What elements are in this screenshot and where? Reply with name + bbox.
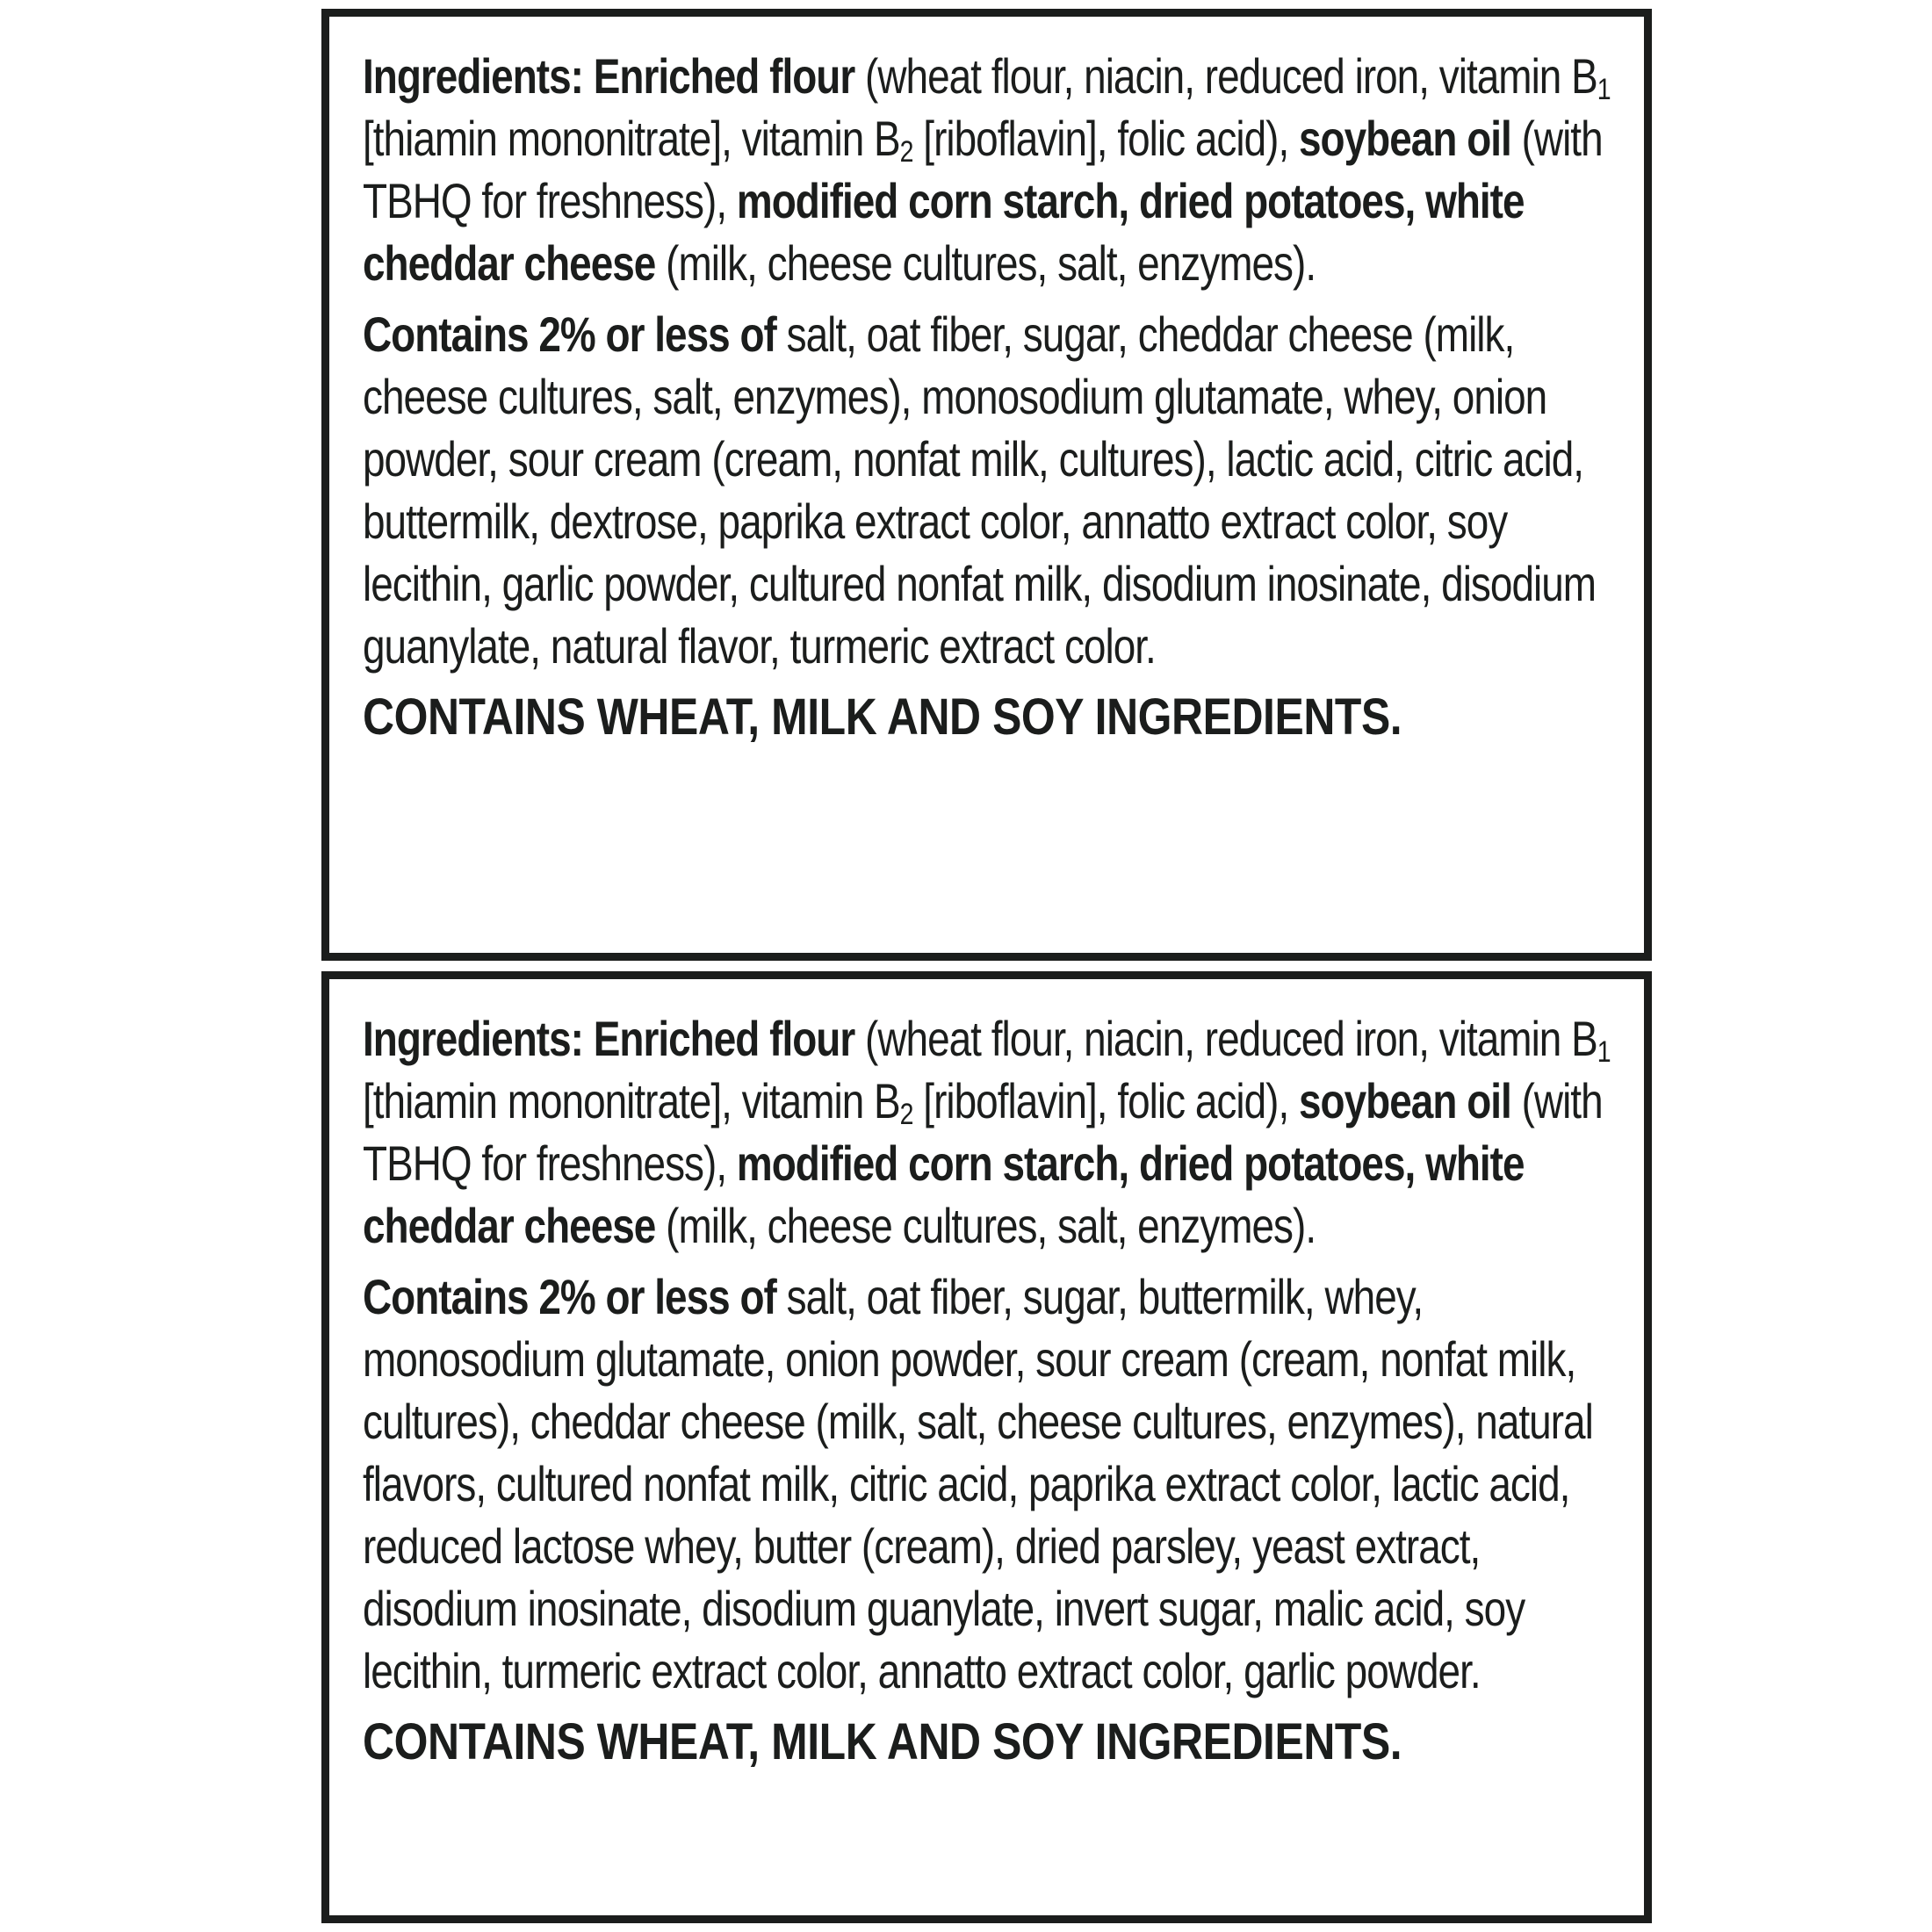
ingredients-paragraph bbox=[363, 45, 1626, 294]
contains-label: Contains 2% or less of bbox=[363, 1269, 776, 1324]
contains-paragraph bbox=[363, 303, 1626, 677]
ingredient-bold: Enriched flour bbox=[593, 48, 855, 104]
contains-text: salt, oat fiber, sugar, cheddar cheese (milk, cheese cultures, salt, enzymes), monosodium glutamate, whey, onion powder, sour cream (cream, nonfat milk, cultures), lactic acid, citric acid, buttermilk, dextrose, paprika extract color, annatto extract color, soy lecithin, garlic powder, cultured nonfat milk, disodium inosinate, disodium guanylate, natural flavor, turmeric extract color. bbox=[363, 306, 1597, 674]
ingredient-bold: Enriched flour bbox=[593, 1011, 855, 1066]
ingredient-bold: modified corn starch, dried potatoes, white cheddar cheese bbox=[363, 1135, 1525, 1253]
ingredients-panel-bottom bbox=[321, 971, 1652, 1923]
ingredients-paragraph bbox=[363, 1007, 1626, 1257]
ingredient-bold: soybean oil bbox=[1299, 1073, 1511, 1128]
ingredients-label: Ingredients: bbox=[363, 48, 583, 104]
ingredient-text: [thiamin mononitrate], vitamin B bbox=[363, 1073, 900, 1128]
ingredient-text: (wheat flour, niacin, reduced iron, vitamin B bbox=[865, 48, 1597, 104]
ingredients-panel-top bbox=[321, 9, 1652, 961]
ingredient-bold: soybean oil bbox=[1299, 111, 1511, 166]
ingredient-text: [riboflavin], folic acid), bbox=[923, 1073, 1289, 1128]
ingredient-bold: modified corn starch, dried potatoes, white cheddar cheese bbox=[363, 173, 1525, 291]
ingredient-text: [thiamin mononitrate], vitamin B bbox=[363, 111, 900, 166]
allergen-statement: CONTAINS WHEAT, MILK AND SOY INGREDIENTS. bbox=[363, 1713, 1402, 1770]
ingredient-text: (wheat flour, niacin, reduced iron, vitamin B bbox=[865, 1011, 1597, 1066]
ingredient-text: (with TBHQ for freshness), bbox=[363, 1073, 1603, 1191]
contains-text: salt, oat fiber, sugar, buttermilk, whey, monosodium glutamate, onion powder, sour cream (cream, nonfat milk, cultures), cheddar cheese (milk, salt, cheese cultures, enzymes), natural flavors, cultured nonfat milk, citric acid, paprika extract color, lactic acid, reduced lactose whey, butter (cream), dried parsley, yeast extract, disodium inosinate, disodium guanylate, invert sugar, malic acid, soy lecithin, turmeric extract color, annatto extract color, garlic powder. bbox=[363, 1269, 1593, 1698]
ingredient-text: (with TBHQ for freshness), bbox=[363, 111, 1603, 228]
subscript: 2 bbox=[899, 134, 913, 169]
contains-label: Contains 2% or less of bbox=[363, 306, 776, 362]
ingredient-text: (milk, cheese cultures, salt, enzymes). bbox=[666, 1198, 1316, 1253]
subscript: 1 bbox=[1597, 72, 1611, 106]
ingredients-label: Ingredients: bbox=[363, 1011, 583, 1066]
ingredient-text: (milk, cheese cultures, salt, enzymes). bbox=[666, 235, 1316, 291]
contains-paragraph bbox=[363, 1265, 1626, 1702]
allergen-statement: CONTAINS WHEAT, MILK AND SOY INGREDIENTS. bbox=[363, 688, 1402, 746]
ingredient-text: [riboflavin], folic acid), bbox=[923, 111, 1289, 166]
subscript: 1 bbox=[1597, 1034, 1611, 1069]
subscript: 2 bbox=[899, 1097, 913, 1131]
